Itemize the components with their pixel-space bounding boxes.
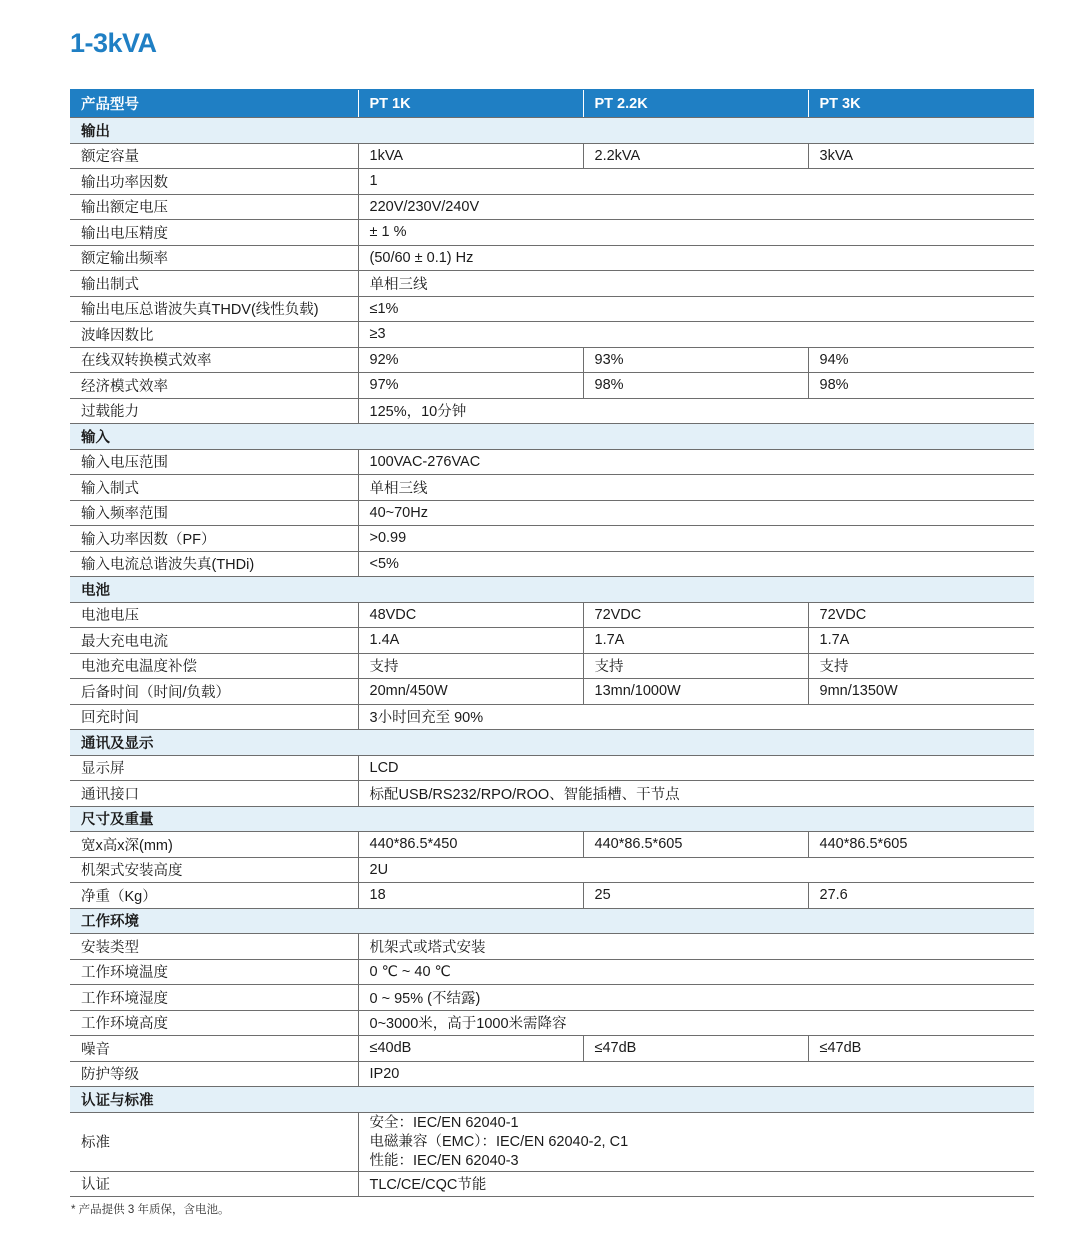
table-row <box>70 832 1034 858</box>
table-row <box>70 526 1034 552</box>
spec-value: 1.7A <box>583 628 808 654</box>
spec-value-line: 电磁兼容（EMC）：IEC/EN 62040-2, C1 <box>369 1133 629 1150</box>
section-heading: 输出 <box>70 118 1034 144</box>
spec-label: 额定容量 <box>70 143 358 169</box>
table-row <box>70 551 1034 577</box>
spec-value: 440*86.5*605 <box>808 832 1034 858</box>
table-row <box>70 169 1034 195</box>
spec-value: 440*86.5*605 <box>583 832 808 858</box>
spec-value: 单相三线 <box>358 271 1034 297</box>
spec-value: (50/60 ± 0.1) Hz <box>358 245 1034 271</box>
table-row <box>70 1061 1034 1087</box>
header-cell-pt2-2k: PT 2.2K <box>583 90 808 118</box>
section-heading: 工作环境 <box>70 908 1034 934</box>
spec-value: ± 1 % <box>358 220 1034 246</box>
section-heading: 输入 <box>70 424 1034 450</box>
spec-value: ≤47dB <box>808 1036 1034 1062</box>
table-row <box>70 857 1034 883</box>
table-row <box>70 781 1034 807</box>
spec-value: 18 <box>358 883 583 909</box>
spec-label: 输入电压范围 <box>70 449 358 475</box>
table-row <box>70 1010 1034 1036</box>
spec-value: 97% <box>358 373 583 399</box>
section-row <box>70 730 1034 756</box>
spec-value: ≤1% <box>358 296 1034 322</box>
spec-label: 最大充电电流 <box>70 628 358 654</box>
spec-value: >0.99 <box>358 526 1034 552</box>
table-row <box>70 1036 1034 1062</box>
table-row <box>70 398 1034 424</box>
section-heading: 电池 <box>70 577 1034 603</box>
section-row <box>70 424 1034 450</box>
spec-label: 安装类型 <box>70 934 358 960</box>
spec-label: 噪音 <box>70 1036 358 1062</box>
spec-value: 94% <box>808 347 1034 373</box>
spec-value: 机架式或塔式安装 <box>358 934 1034 960</box>
spec-table <box>70 89 1034 1197</box>
spec-value: 92% <box>358 347 583 373</box>
spec-label: 输入制式 <box>70 475 358 501</box>
spec-label: 输入频率范围 <box>70 500 358 526</box>
spec-value: 3kVA <box>808 143 1034 169</box>
table-row <box>70 1171 1034 1197</box>
spec-label: 宽x高x深(mm) <box>70 832 358 858</box>
spec-value: 93% <box>583 347 808 373</box>
table-row <box>70 500 1034 526</box>
spec-label: 净重（Kg） <box>70 883 358 909</box>
spec-value: 支持 <box>358 653 583 679</box>
spec-label: 回充时间 <box>70 704 358 730</box>
spec-value: 72VDC <box>583 602 808 628</box>
spec-value: 0 ℃ ~ 40 ℃ <box>358 959 1034 985</box>
table-row <box>70 704 1034 730</box>
section-row <box>70 1087 1034 1113</box>
spec-value: 3小时回充至 90% <box>358 704 1034 730</box>
table-row <box>70 373 1034 399</box>
spec-value: 0 ~ 95% (不结露) <box>358 985 1034 1011</box>
table-row <box>70 985 1034 1011</box>
header-cell-model: 产品型号 <box>70 90 358 118</box>
spec-value: 220V/230V/240V <box>358 194 1034 220</box>
spec-value-line: 性能：IEC/EN 62040-3 <box>369 1152 519 1169</box>
section-heading: 尺寸及重量 <box>70 806 1034 832</box>
table-row <box>70 679 1034 705</box>
spec-label: 标准 <box>70 1112 358 1171</box>
table-row <box>70 143 1034 169</box>
spec-value: 支持 <box>808 653 1034 679</box>
spec-label: 工作环境高度 <box>70 1010 358 1036</box>
spec-label: 机架式安装高度 <box>70 857 358 883</box>
spec-table-body <box>70 118 1034 1197</box>
spec-label: 认证 <box>70 1171 358 1197</box>
spec-value: 1 <box>358 169 1034 195</box>
spec-value: 40~70Hz <box>358 500 1034 526</box>
spec-label: 工作环境湿度 <box>70 985 358 1011</box>
spec-value: 标配USB/RS232/RPO/ROO、智能插槽、干节点 <box>358 781 1034 807</box>
spec-value: 72VDC <box>808 602 1034 628</box>
spec-value: 98% <box>583 373 808 399</box>
spec-value: 9mn/1350W <box>808 679 1034 705</box>
spec-value: 2.2kVA <box>583 143 808 169</box>
spec-value: <5% <box>358 551 1034 577</box>
header-cell-pt3k: PT 3K <box>808 90 1034 118</box>
table-row <box>70 959 1034 985</box>
spec-label: 输出电压总谐波失真THDV(线性负载) <box>70 296 358 322</box>
spec-label: 额定输出频率 <box>70 245 358 271</box>
spec-value: LCD <box>358 755 1034 781</box>
spec-value: 125%，10分钟 <box>358 398 1034 424</box>
spec-value: 27.6 <box>808 883 1034 909</box>
spec-value: 48VDC <box>358 602 583 628</box>
table-row <box>70 220 1034 246</box>
spec-label: 电池充电温度补偿 <box>70 653 358 679</box>
spec-value: ≤40dB <box>358 1036 583 1062</box>
spec-value: TLC/CE/CQC节能 <box>358 1171 1034 1197</box>
table-row <box>70 347 1034 373</box>
spec-label: 输出电压精度 <box>70 220 358 246</box>
table-row <box>70 194 1034 220</box>
spec-value: ≤47dB <box>583 1036 808 1062</box>
spec-value: 13mn/1000W <box>583 679 808 705</box>
table-row <box>70 322 1034 348</box>
section-heading: 认证与标准 <box>70 1087 1034 1113</box>
spec-label: 在线双转换模式效率 <box>70 347 358 373</box>
spec-label: 输出制式 <box>70 271 358 297</box>
table-row <box>70 296 1034 322</box>
table-row <box>70 449 1034 475</box>
section-row <box>70 806 1034 832</box>
table-row <box>70 628 1034 654</box>
table-row <box>70 1112 1034 1171</box>
table-row <box>70 271 1034 297</box>
table-row <box>70 883 1034 909</box>
table-row <box>70 475 1034 501</box>
section-row <box>70 118 1034 144</box>
table-row <box>70 602 1034 628</box>
spec-label: 经济模式效率 <box>70 373 358 399</box>
section-row <box>70 908 1034 934</box>
footnote: * 产品提供 3 年质保，含电池。 <box>71 1204 230 1216</box>
table-row <box>70 245 1034 271</box>
spec-value: 0~3000米，高于1000米需降容 <box>358 1010 1034 1036</box>
spec-label: 通讯接口 <box>70 781 358 807</box>
spec-value: 单相三线 <box>358 475 1034 501</box>
section-heading: 通讯及显示 <box>70 730 1034 756</box>
spec-label: 波峰因数比 <box>70 322 358 348</box>
spec-value-line: 安全：IEC/EN 62040-1 <box>369 1114 519 1131</box>
spec-label: 防护等级 <box>70 1061 358 1087</box>
spec-label: 输出功率因数 <box>70 169 358 195</box>
spec-label: 电池电压 <box>70 602 358 628</box>
spec-label: 工作环境温度 <box>70 959 358 985</box>
spec-value: 1.7A <box>808 628 1034 654</box>
spec-label: 过载能力 <box>70 398 358 424</box>
spec-value: 1.4A <box>358 628 583 654</box>
spec-value: 20mn/450W <box>358 679 583 705</box>
spec-value: 440*86.5*450 <box>358 832 583 858</box>
spec-value: IP20 <box>358 1061 1034 1087</box>
section-row <box>70 577 1034 603</box>
spec-value: 98% <box>808 373 1034 399</box>
spec-value: 100VAC-276VAC <box>358 449 1034 475</box>
spec-label: 显示屏 <box>70 755 358 781</box>
table-row <box>70 653 1034 679</box>
spec-value: 2U <box>358 857 1034 883</box>
header-cell-pt1k: PT 1K <box>358 90 583 118</box>
spec-label: 输出额定电压 <box>70 194 358 220</box>
spec-value: ≥3 <box>358 322 1034 348</box>
spec-label: 后备时间（时间/负载） <box>70 679 358 705</box>
spec-value-multiline <box>358 1112 1034 1171</box>
page-title: 1-3kVA <box>70 28 157 58</box>
spec-value: 25 <box>583 883 808 909</box>
spec-value: 支持 <box>583 653 808 679</box>
table-row <box>70 755 1034 781</box>
table-row <box>70 934 1034 960</box>
spec-value: 1kVA <box>358 143 583 169</box>
spec-label: 输入功率因数（PF） <box>70 526 358 552</box>
spec-label: 输入电流总谐波失真(THDi) <box>70 551 358 577</box>
table-header-row <box>70 90 1034 118</box>
